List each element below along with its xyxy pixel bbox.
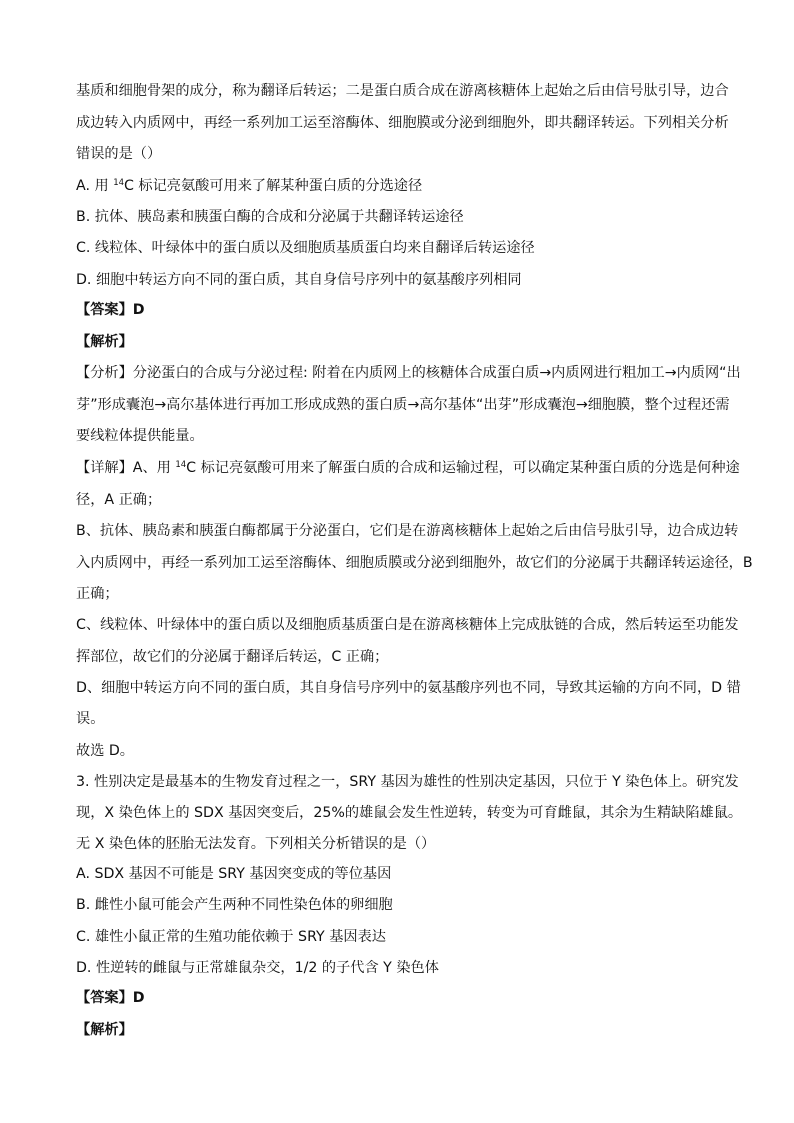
q2-detail-line: B、抗体、胰岛素和胰蛋白酶都属于分泌蛋白，它们是在游离核糖体上起始之后由信号肽引导，边合成边转 xyxy=(76,523,739,539)
q2-xiangjie-line xyxy=(76,458,740,478)
q2-detail-line: 入内质网中，再经一系列加工运至溶酶体、细胞质膜或分泌到细胞外，故它们的分泌属于共翻译转运途径，B xyxy=(76,555,753,571)
q3-option-b: B. 雌性小鼠可能会产生两种不同性染色体的卵细胞 xyxy=(76,897,393,913)
isotope-superscript: 14 xyxy=(113,178,125,188)
q2-detail-line: D、细胞中转运方向不同的蛋白质，其自身信号序列中的氨基酸序列也不同，导致其运输的方向不同，D 错 xyxy=(76,680,741,696)
q2-answer: 【答案】D xyxy=(76,302,145,318)
q3-stem-line: 无 X 染色体的胚胎无法发育。下列相关分析错误的是（） xyxy=(76,836,436,852)
q2-fenxi-line: 芽”形成囊泡→高尔基体进行再加工形成成熟的蛋白质→高尔基体“出芽”形成囊泡→细胞膜，整个过程还需 xyxy=(76,397,730,413)
q3-stem-line: 3. 性别决定是最基本的生物发育过程之一，SRY 基因为雄性的性别决定基因，只位于 Y 染色体上。研究发 xyxy=(76,774,739,790)
q2-xiangjie-prefix: 【详解】A、用 xyxy=(76,460,176,476)
q2-option-c: C. 线粒体、叶绿体中的蛋白质以及细胞质基质蛋白均来自翻译后转运途径 xyxy=(76,240,535,256)
q2-option-d: D. 细胞中转运方向不同的蛋白质，其自身信号序列中的氨基酸序列相同 xyxy=(76,272,522,288)
q3-option-d: D. 性逆转的雌鼠与正常雄鼠杂交，1/2 的子代含 Y 染色体 xyxy=(76,960,439,976)
q3-option-a: A. SDX 基因不可能是 SRY 基因突变成的等位基因 xyxy=(76,866,392,882)
q2-detail-line: 误。 xyxy=(76,711,105,727)
q2-detail-line: 故选 D。 xyxy=(76,743,134,759)
q3-stem-line: 现，X 染色体上的 SDX 基因突变后，25%的雄鼠会发生性逆转，转变为可育雌鼠，其余为生精缺陷雄鼠。 xyxy=(76,805,743,821)
q2-fenxi-line: 要线粒体提供能量。 xyxy=(76,428,204,444)
q2-detail-line: C、线粒体、叶绿体中的蛋白质以及细胞质基质蛋白是在游离核糖体上完成肽链的合成，然后转运至功能发 xyxy=(76,617,739,633)
q3-answer: 【答案】D xyxy=(76,990,145,1006)
q2-option-b: B. 抗体、胰岛素和胰蛋白酶的合成和分泌属于共翻译转运途径 xyxy=(76,209,464,225)
q2-option-a-text: C 标记亮氨酸可用来了解某种蛋白质的分选途径 xyxy=(124,178,423,194)
q3-option-c: C. 雄性小鼠正常的生殖功能依赖于 SRY 基因表达 xyxy=(76,929,386,945)
q2-option-a xyxy=(76,176,736,196)
q2-analysis-label: 【解析】 xyxy=(76,334,133,350)
q3-analysis-label: 【解析】 xyxy=(76,1022,133,1038)
q2-fenxi-line: 【分析】分泌蛋白的合成与分泌过程: 附着在内质网上的核糖体合成蛋白质→内质网进行粗加工→内质网“出 xyxy=(76,365,741,381)
q2-stem-line: 基质和细胞骨架的成分，称为翻译后转运；二是蛋白质合成在游离核糖体上起始之后由信号肽引导，边合 xyxy=(76,83,729,99)
q2-detail-line: 正确； xyxy=(76,586,119,602)
isotope-superscript: 14 xyxy=(175,460,187,470)
q2-stem-line: 成边转入内质网中，再经一系列加工运至溶酶体、细胞膜或分泌到细胞外，即共翻译转运。下列相关分析 xyxy=(76,115,729,131)
q2-stem-line: 错误的是（） xyxy=(76,146,162,162)
q2-option-a-prefix: A. 用 xyxy=(76,178,114,194)
q2-xiangjie-text: C 标记亮氨酸可用来了解蛋白质的合成和运输过程，可以确定某种蛋白质的分选是何种途 xyxy=(186,460,740,476)
q2-detail-line: 径，A 正确； xyxy=(76,492,162,508)
q2-detail-line: 挥部位，故它们的分泌属于翻译后转运，C 正确； xyxy=(76,649,389,665)
